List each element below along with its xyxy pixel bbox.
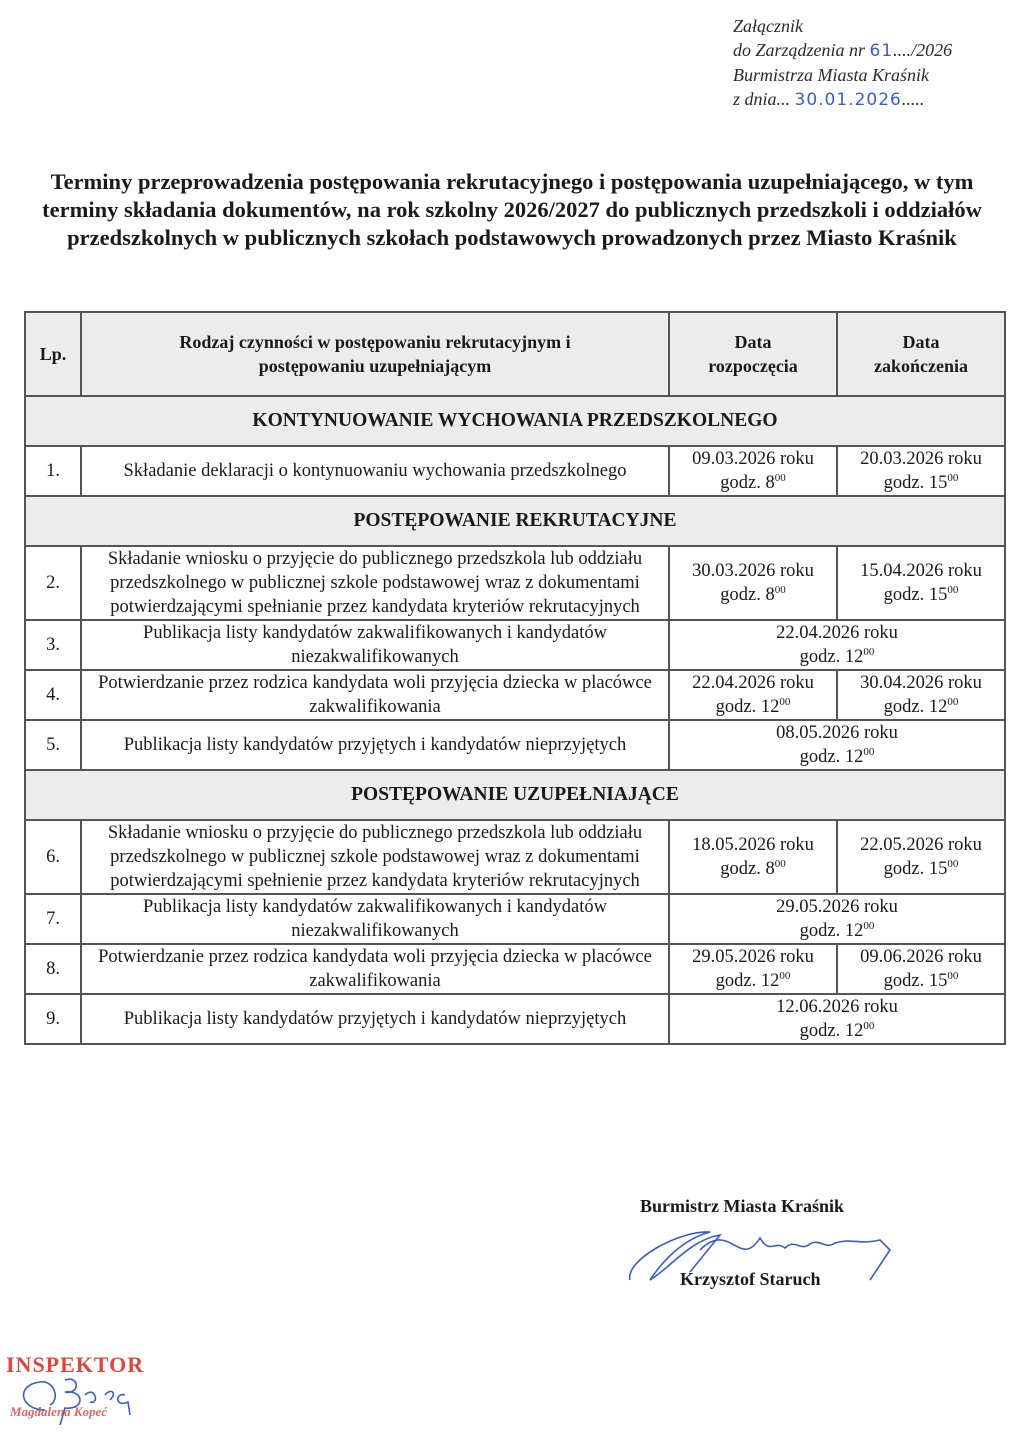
- row-end-date: 22.05.2026 roku godz. $15^{00}$: [837, 820, 1005, 894]
- section-header-row: [25, 770, 1005, 820]
- section-header-row: [25, 496, 1005, 546]
- row-lp: 9.: [25, 994, 81, 1044]
- annex-decree-line: do Zarządzenia nr 61..../2026: [733, 40, 953, 61]
- row-activity: Publikacja listy kandydatów zakwalifikowanych i kandydatów niezakwalifikowanych: [81, 620, 669, 670]
- row-activity: Publikacja listy kandydatów przyjętych i kandydatów nieprzyjętych: [81, 994, 669, 1044]
- row-single-date: 12.06.2026 roku godz. $12^{00}$: [669, 994, 1005, 1044]
- row-lp: 3.: [25, 620, 81, 670]
- header-lp: Lp.: [25, 312, 81, 396]
- table-row: [25, 446, 1005, 496]
- row-start-date: 29.05.2026 roku godz. $12^{00}$: [669, 944, 837, 994]
- section-title: KONTYNUOWANIE WYCHOWANIA PRZEDSZKOLNEGO: [25, 396, 1005, 446]
- minutes-superscript: 00: [863, 1020, 875, 1032]
- date-handwritten: 30.01.2026: [794, 90, 902, 110]
- table-header-row: [25, 312, 1005, 396]
- table-row: [25, 546, 1005, 620]
- minutes-superscript: 00: [779, 696, 791, 708]
- row-activity: Składanie deklaracji o kontynuowaniu wychowania przedszkolnego: [81, 446, 669, 496]
- row-start-date: 30.03.2026 roku godz. $8^{00}$: [669, 546, 837, 620]
- header-activity: Rodzaj czynności w postępowaniu rekrutacyjnym i postępowaniu uzupełniającym: [81, 312, 669, 396]
- minutes-superscript: 00: [947, 472, 959, 484]
- document-title-text: Terminy przeprowadzenia postępowania rekrutacyjnego i postępowania uzupełniającego, w tym terminy składania dokumentów, na rok szkolny 2026/2027 do publicznych przedszkoli i oddziałów przedszkolnych w publicznych szkołach podstawowych prowadzonych przez Miasto Kraśnik: [42, 169, 982, 250]
- row-end-date: 09.06.2026 roku godz. $15^{00}$: [837, 944, 1005, 994]
- annex-issuer: Burmistrza Miasta Kraśnik: [733, 65, 930, 85]
- inspector-signature-icon: [10, 1370, 160, 1430]
- table-row: [25, 944, 1005, 994]
- minutes-superscript: 00: [863, 646, 875, 658]
- minutes-superscript: 00: [947, 584, 959, 596]
- minutes-superscript: 00: [774, 472, 786, 484]
- row-activity: Składanie wniosku o przyjęcie do publicznego przedszkola lub oddziału przedszkolnego w publicznej szkole podstawowej wraz z dokumentami potwierdzającymi spełnienie przez kandydata kryteriów rekrutacyjnych: [81, 820, 669, 894]
- table-row: [25, 620, 1005, 670]
- row-single-date: 29.05.2026 roku godz. $12^{00}$: [669, 894, 1005, 944]
- row-end-date: 15.04.2026 roku godz. $15^{00}$: [837, 546, 1005, 620]
- row-lp: 4.: [25, 670, 81, 720]
- annex-label: Załącznik: [733, 16, 803, 36]
- row-end-date: 20.03.2026 roku godz. $15^{00}$: [837, 446, 1005, 496]
- schedule-table: [24, 311, 1006, 1045]
- signer-name: Krzysztof Staruch: [680, 1269, 821, 1289]
- document-title: [0, 168, 1024, 252]
- header-start-date: Data rozpoczęcia: [669, 312, 837, 396]
- inspector-name: Magdalena Kopeć: [10, 1404, 108, 1419]
- minutes-superscript: 00: [863, 920, 875, 932]
- header-end-date: Data zakończenia: [837, 312, 1005, 396]
- row-activity: Składanie wniosku o przyjęcie do publicznego przedszkola lub oddziału przedszkolnego w publicznej szkole podstawowej wraz z dokumentami potwierdzającymi spełnianie przez kandydata kryteriów rekrutacyjnych: [81, 546, 669, 620]
- signer-role: Burmistrz Miasta Kraśnik: [640, 1196, 844, 1216]
- minutes-superscript: 00: [774, 584, 786, 596]
- minutes-superscript: 00: [947, 696, 959, 708]
- row-start-date: 09.03.2026 roku godz. $8^{00}$: [669, 446, 837, 496]
- minutes-superscript: 00: [779, 970, 791, 982]
- row-lp: 1.: [25, 446, 81, 496]
- table-row: [25, 820, 1005, 894]
- row-lp: 2.: [25, 546, 81, 620]
- row-activity: Potwierdzanie przez rodzica kandydata woli przyjęcia dziecka w placówce zakwalifikowania: [81, 670, 669, 720]
- row-activity: Publikacja listy kandydatów zakwalifikowanych i kandydatów niezakwalifikowanych: [81, 894, 669, 944]
- row-single-date: 08.05.2026 roku godz. $12^{00}$: [669, 720, 1005, 770]
- annex-header: [733, 14, 952, 112]
- section-title: POSTĘPOWANIE REKRUTACYJNE: [25, 496, 1005, 546]
- row-end-date: 30.04.2026 roku godz. $12^{00}$: [837, 670, 1005, 720]
- section-header-row: [25, 396, 1005, 446]
- table-row: [25, 670, 1005, 720]
- row-single-date: 22.04.2026 roku godz. $12^{00}$: [669, 620, 1005, 670]
- row-lp: 5.: [25, 720, 81, 770]
- table-row: [25, 720, 1005, 770]
- row-start-date: 18.05.2026 roku godz. $8^{00}$: [669, 820, 837, 894]
- row-activity: Potwierdzanie przez rodzica kandydata woli przyjęcia dziecka w placówce zakwalifikowania: [81, 944, 669, 994]
- decree-number-handwritten: 61: [869, 41, 894, 61]
- minutes-superscript: 00: [774, 858, 786, 870]
- row-activity: Publikacja listy kandydatów przyjętych i kandydatów nieprzyjętych: [81, 720, 669, 770]
- inspector-stamp: INSPEKTOR: [6, 1352, 145, 1377]
- section-title: POSTĘPOWANIE UZUPEŁNIAJĄCE: [25, 770, 1005, 820]
- minutes-superscript: 00: [947, 858, 959, 870]
- row-lp: 8.: [25, 944, 81, 994]
- table-row: [25, 894, 1005, 944]
- row-lp: 6.: [25, 820, 81, 894]
- minutes-superscript: 00: [863, 746, 875, 758]
- annex-date-line: z dnia... 30.01.2026.....: [733, 89, 925, 110]
- table-row: [25, 994, 1005, 1044]
- minutes-superscript: 00: [947, 970, 959, 982]
- row-lp: 7.: [25, 894, 81, 944]
- row-start-date: 22.04.2026 roku godz. $12^{00}$: [669, 670, 837, 720]
